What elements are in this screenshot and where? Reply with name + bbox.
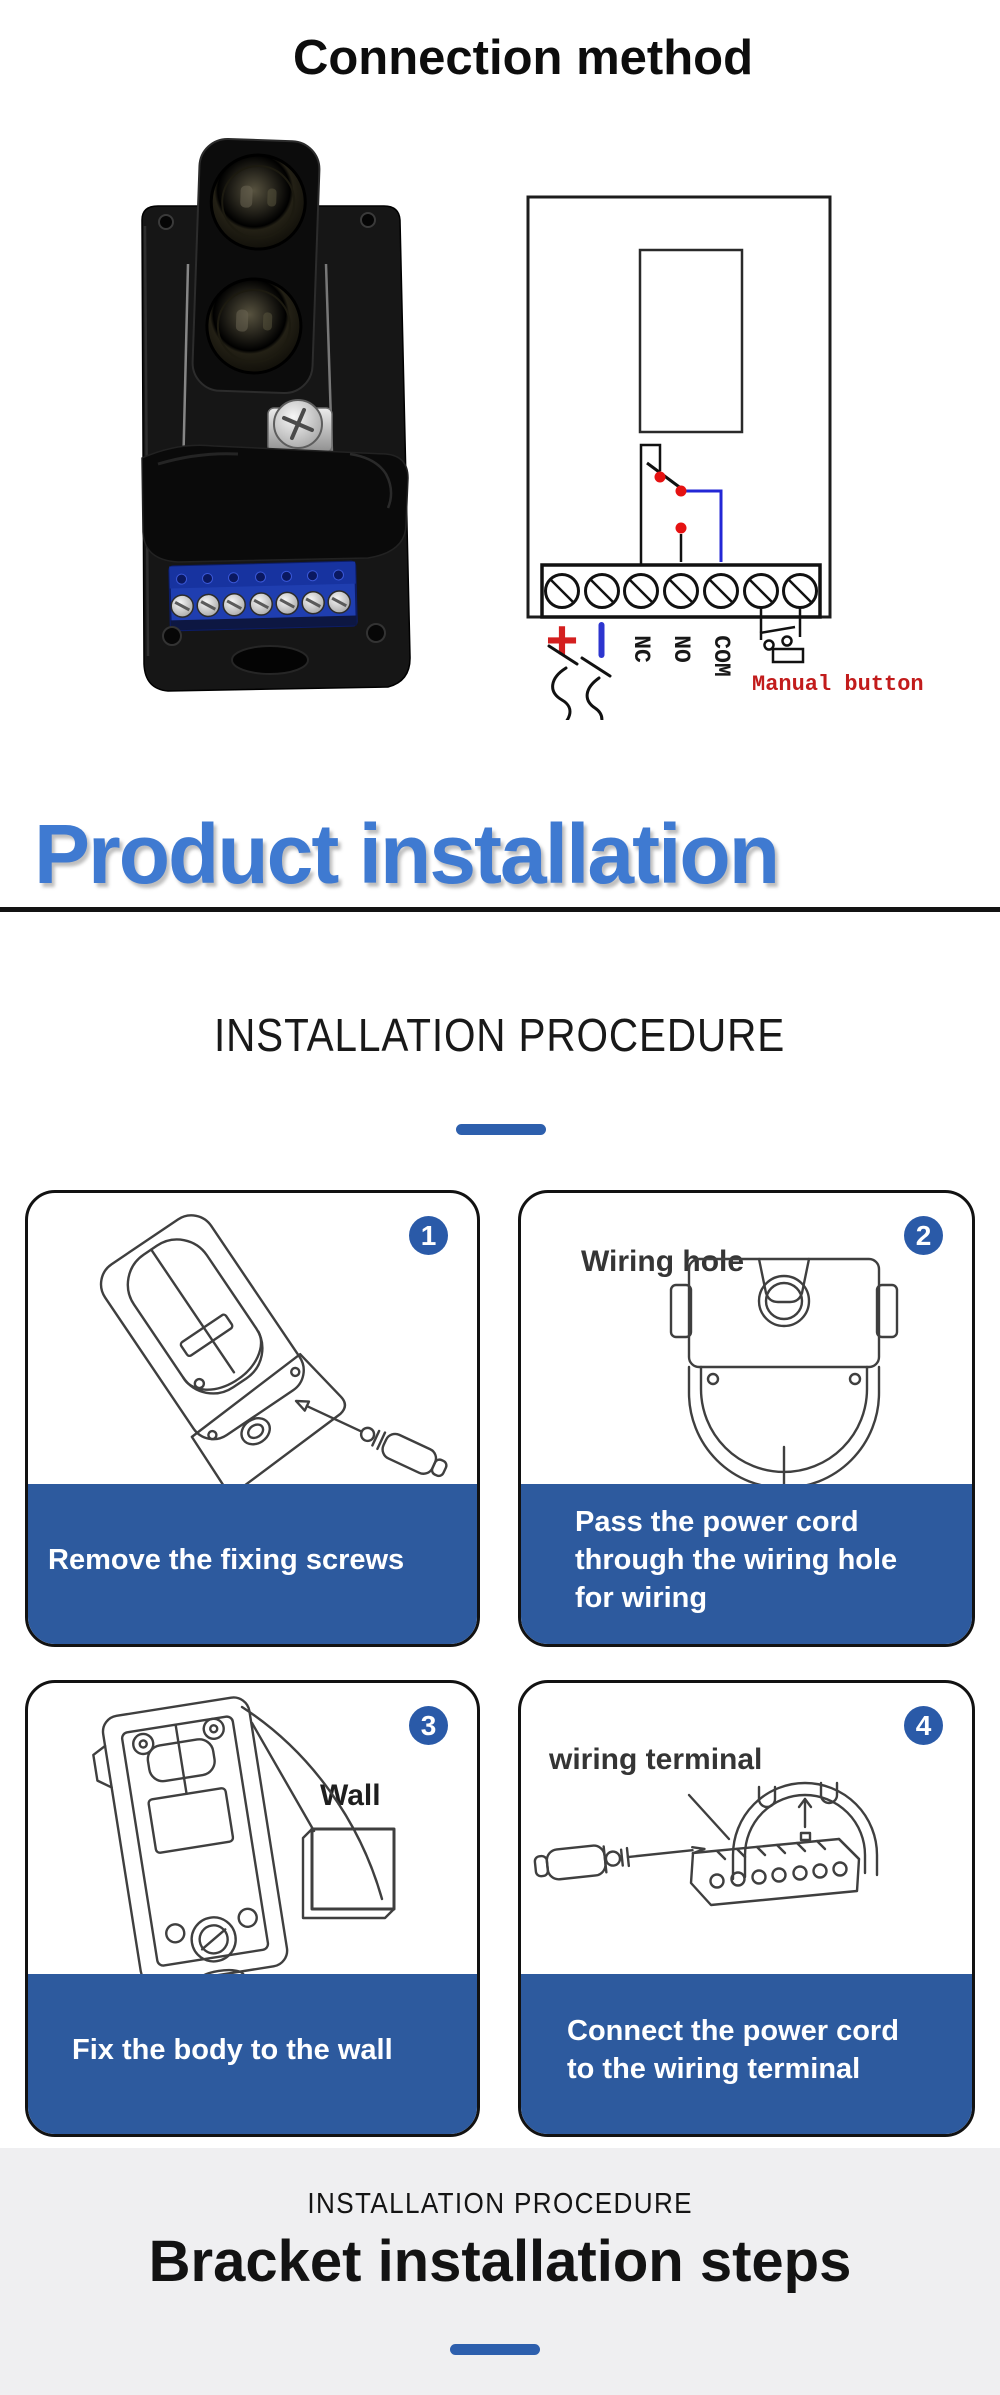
connection-method-title: Connection method [292,31,754,85]
cable-hole [232,646,308,674]
bracket-installation-title: Bracket installation steps [148,2229,852,2294]
step-4-badge: 4 [904,1706,943,1745]
plus-terminal-label: + [545,608,579,671]
terminal-block [169,562,357,631]
nc-label: NC [628,635,654,663]
installation-procedure-heading: INSTALLATION PROCEDURE [214,1009,786,1061]
step-4-caption: Connect the power cord to the wiring terminal [521,1974,972,2134]
bracket-section-kicker: INSTALLATION PROCEDURE [307,2188,693,2220]
minus-terminal-mark [599,622,605,658]
step-3-badge: 3 [409,1706,448,1745]
cover-band [142,445,408,562]
wall-square-drawing [303,1829,394,1918]
step-3-caption: Fix the body to the wall [28,1974,477,2134]
step-card-3 [25,1680,480,2137]
product-installation-title: Product installation [34,807,779,901]
dual-lens-head [192,138,321,394]
com-label: COM [708,635,734,677]
blue-dash-divider [456,1124,546,1135]
screwdriver-drawing [534,1834,706,1882]
diagram-outer-box [528,197,830,617]
wiring-terminal-annotation: wiring terminal [549,1743,763,1776]
step-card-2 [518,1190,975,1647]
step-1-badge: 1 [409,1216,448,1255]
manual-button-label: Manual button [752,672,924,697]
leader-line [689,1795,729,1839]
step-2-caption: Pass the power cord through the wiring hole for wiring [521,1484,972,1644]
wiring-diagram [520,190,930,720]
section-divider-line [0,907,1000,912]
step-card-1 [25,1190,480,1647]
step-1-caption: Remove the fixing screws [28,1484,477,1644]
step-card-4 [518,1680,975,2137]
contact-dot-nc [655,472,666,483]
wall-annotation: Wall [320,1779,381,1812]
no-label: NO [668,635,694,663]
wiring-hole-annotation: Wiring hole [581,1245,745,1278]
screwdriver-drawing [291,1389,451,1482]
step-2-badge: 2 [904,1216,943,1255]
contact-dot-pivot [676,486,687,497]
blue-dash-divider [450,2344,540,2355]
contact-dot-no [676,523,687,534]
sensor-product-photo [118,136,428,696]
